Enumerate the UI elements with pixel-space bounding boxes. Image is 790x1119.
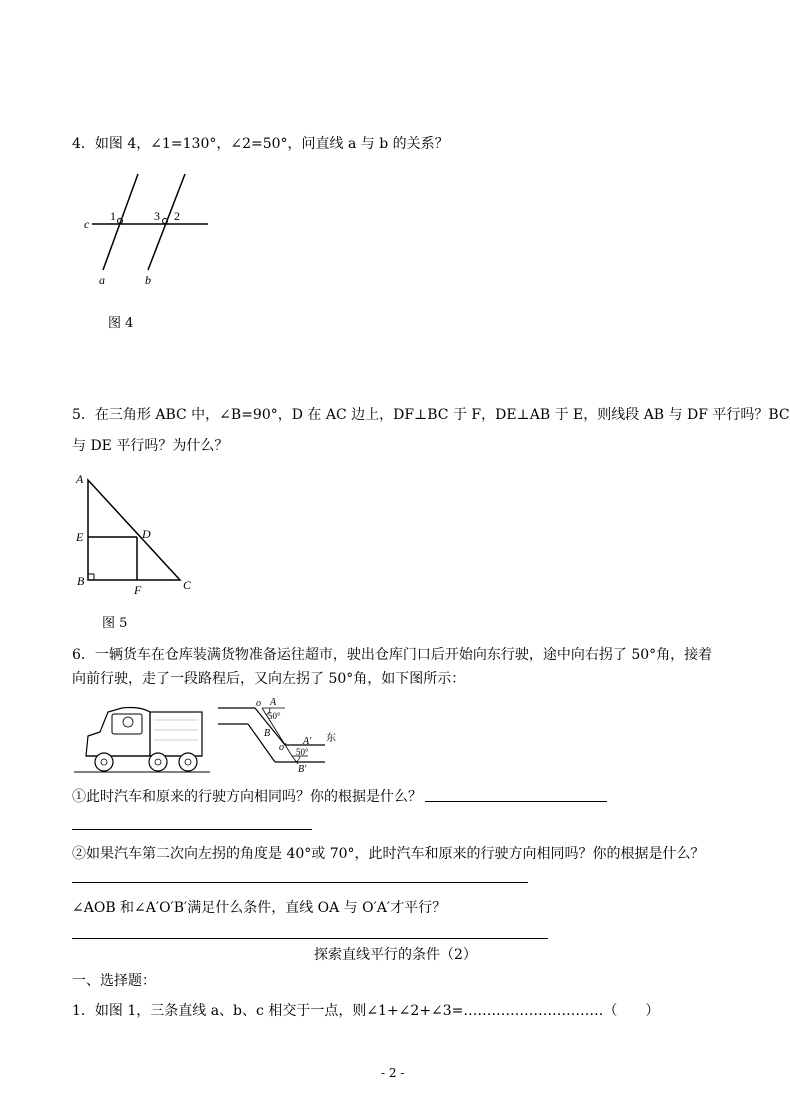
question-4-text: 4．如图 4，∠1=130°，∠2=50°，问直线 a 与 b 的关系？: [72, 136, 449, 152]
point-b-label: B: [264, 728, 271, 739]
question-6-line1: 6．一辆货车在仓库装满货物准备运往超市，驶出仓库门口后开始向东行驶，途中向右拐了 50°角，接着: [72, 647, 713, 663]
line-c-label: c: [84, 217, 90, 231]
question-6-sub3: ∠AOB 和∠A′O′B′满足什么条件，直线 OA 与 O′A′才平行？: [72, 900, 447, 916]
figure-4-caption: 图 4: [108, 316, 134, 331]
point-a-prime-label: A′: [303, 736, 312, 747]
section-title: 探索直线平行的条件（2）: [314, 947, 477, 963]
answer-line-1[interactable]: [425, 801, 607, 802]
point-a-label: A: [76, 472, 84, 486]
page-number: - 2 -: [381, 1066, 405, 1080]
point-d-label: D: [142, 527, 151, 541]
line-b-label: b: [145, 273, 151, 287]
section-question-1: 1．如图 1，三条直线 a、b、c 相交于一点，则∠1+∠2+∠3=…………………………（ ）: [72, 1003, 660, 1019]
angle-50-lower-label: 50°: [296, 747, 309, 757]
question-6-line2: 向前行驶，走了一段路程后，又向左拐了 50°角，如下图所示：: [72, 671, 466, 687]
question-6-sub2: ②如果汽车第二次向左拐的角度是 40°或 70°，此时汽车和原来的行驶方向相同吗？你的根据是什么？: [72, 846, 705, 862]
angle-50-upper-label: 50°: [268, 711, 281, 721]
line-a-label: a: [99, 273, 105, 287]
section-part-heading: 一、选择题：: [72, 973, 156, 989]
answer-line-2[interactable]: [72, 882, 528, 883]
point-c-label: C: [183, 578, 192, 592]
point-a-label: A: [270, 697, 277, 708]
answer-line-3[interactable]: [72, 938, 548, 939]
question-6-sub1: ①此时汽车和原来的行驶方向相同吗？你的根据是什么？: [72, 789, 422, 805]
point-o-label: o: [256, 698, 261, 709]
question-5-line2: 与 DE 平行吗？为什么？: [72, 438, 229, 454]
answer-line-1b[interactable]: [72, 829, 312, 830]
point-b-label: B: [77, 574, 85, 588]
angle-3-label: 3: [154, 209, 160, 223]
point-f-label: F: [134, 583, 142, 597]
question-5-line1: 5．在三角形 ABC 中，∠B=90°，D 在 AC 边上，DF⊥BC 于 F，DE⊥AB 于 E，则线段 AB 与 DF 平行吗？BC: [72, 407, 790, 423]
point-o-prime-label: o′: [279, 742, 287, 753]
point-b-prime-label: B′: [298, 764, 307, 775]
angle-2-label: 2: [174, 209, 180, 223]
figure-5-caption: 图 5: [102, 616, 128, 631]
point-e-label: E: [76, 530, 84, 544]
east-label: 东: [326, 733, 336, 744]
angle-1-label: 1: [110, 209, 116, 223]
